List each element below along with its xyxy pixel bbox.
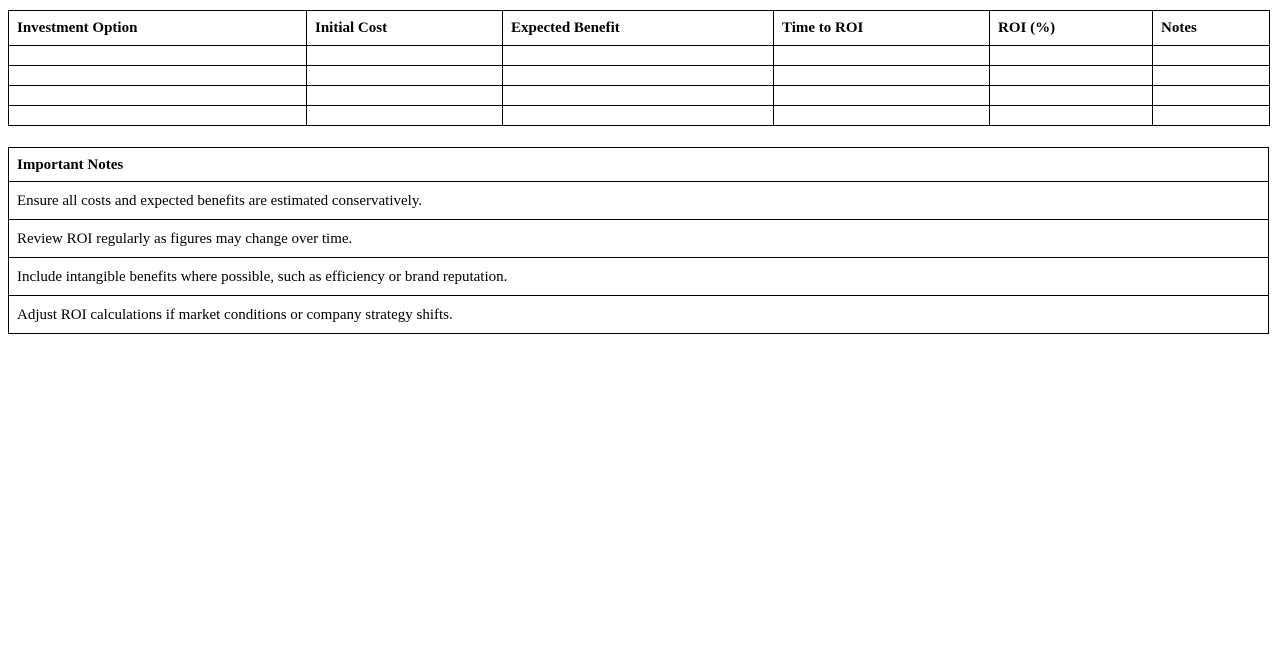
roi-table-cell[interactable] (503, 46, 774, 66)
roi-column-header: Time to ROI (774, 11, 990, 46)
roi-table-cell[interactable] (990, 66, 1153, 86)
roi-table-body (9, 46, 1270, 126)
roi-table-cell[interactable] (307, 86, 503, 106)
notes-table-header: Important Notes (9, 148, 1269, 182)
note-text: Ensure all costs and expected benefits are estimated conservatively. (9, 182, 1269, 220)
roi-table-cell[interactable] (307, 46, 503, 66)
roi-table-cell[interactable] (990, 46, 1153, 66)
roi-table-header-row (9, 11, 1270, 46)
roi-table-cell[interactable] (9, 86, 307, 106)
roi-table-row (9, 86, 1270, 106)
roi-column-header: ROI (%) (990, 11, 1153, 46)
roi-table-cell[interactable] (503, 106, 774, 126)
roi-table-cell[interactable] (1153, 106, 1270, 126)
notes-table-row (9, 258, 1269, 296)
roi-table-cell[interactable] (1153, 46, 1270, 66)
roi-table-row (9, 66, 1270, 86)
roi-table-cell[interactable] (774, 46, 990, 66)
roi-table-cell[interactable] (503, 86, 774, 106)
roi-table-cell[interactable] (307, 106, 503, 126)
roi-table-row (9, 46, 1270, 66)
roi-column-header: Initial Cost (307, 11, 503, 46)
roi-table-cell[interactable] (774, 106, 990, 126)
roi-table-cell[interactable] (503, 66, 774, 86)
roi-table-cell[interactable] (990, 86, 1153, 106)
roi-table-cell[interactable] (9, 66, 307, 86)
roi-table-row (9, 106, 1270, 126)
roi-column-header: Investment Option (9, 11, 307, 46)
notes-table (8, 147, 1269, 334)
roi-column-header: Expected Benefit (503, 11, 774, 46)
roi-table-cell[interactable] (774, 66, 990, 86)
roi-table-cell[interactable] (1153, 66, 1270, 86)
notes-table-row (9, 182, 1269, 220)
notes-table-body (9, 182, 1269, 334)
note-text: Adjust ROI calculations if market conditions or company strategy shifts. (9, 296, 1269, 334)
roi-table-cell[interactable] (774, 86, 990, 106)
roi-table-cell[interactable] (9, 46, 307, 66)
note-text: Include intangible benefits where possible, such as efficiency or brand reputation. (9, 258, 1269, 296)
roi-table-cell[interactable] (1153, 86, 1270, 106)
notes-table-row (9, 296, 1269, 334)
notes-table-header-row (9, 148, 1269, 182)
notes-table-row (9, 220, 1269, 258)
roi-table-cell[interactable] (307, 66, 503, 86)
roi-column-header: Notes (1153, 11, 1270, 46)
roi-table (8, 10, 1270, 126)
note-text: Review ROI regularly as figures may change over time. (9, 220, 1269, 258)
roi-table-cell[interactable] (9, 106, 307, 126)
roi-table-cell[interactable] (990, 106, 1153, 126)
